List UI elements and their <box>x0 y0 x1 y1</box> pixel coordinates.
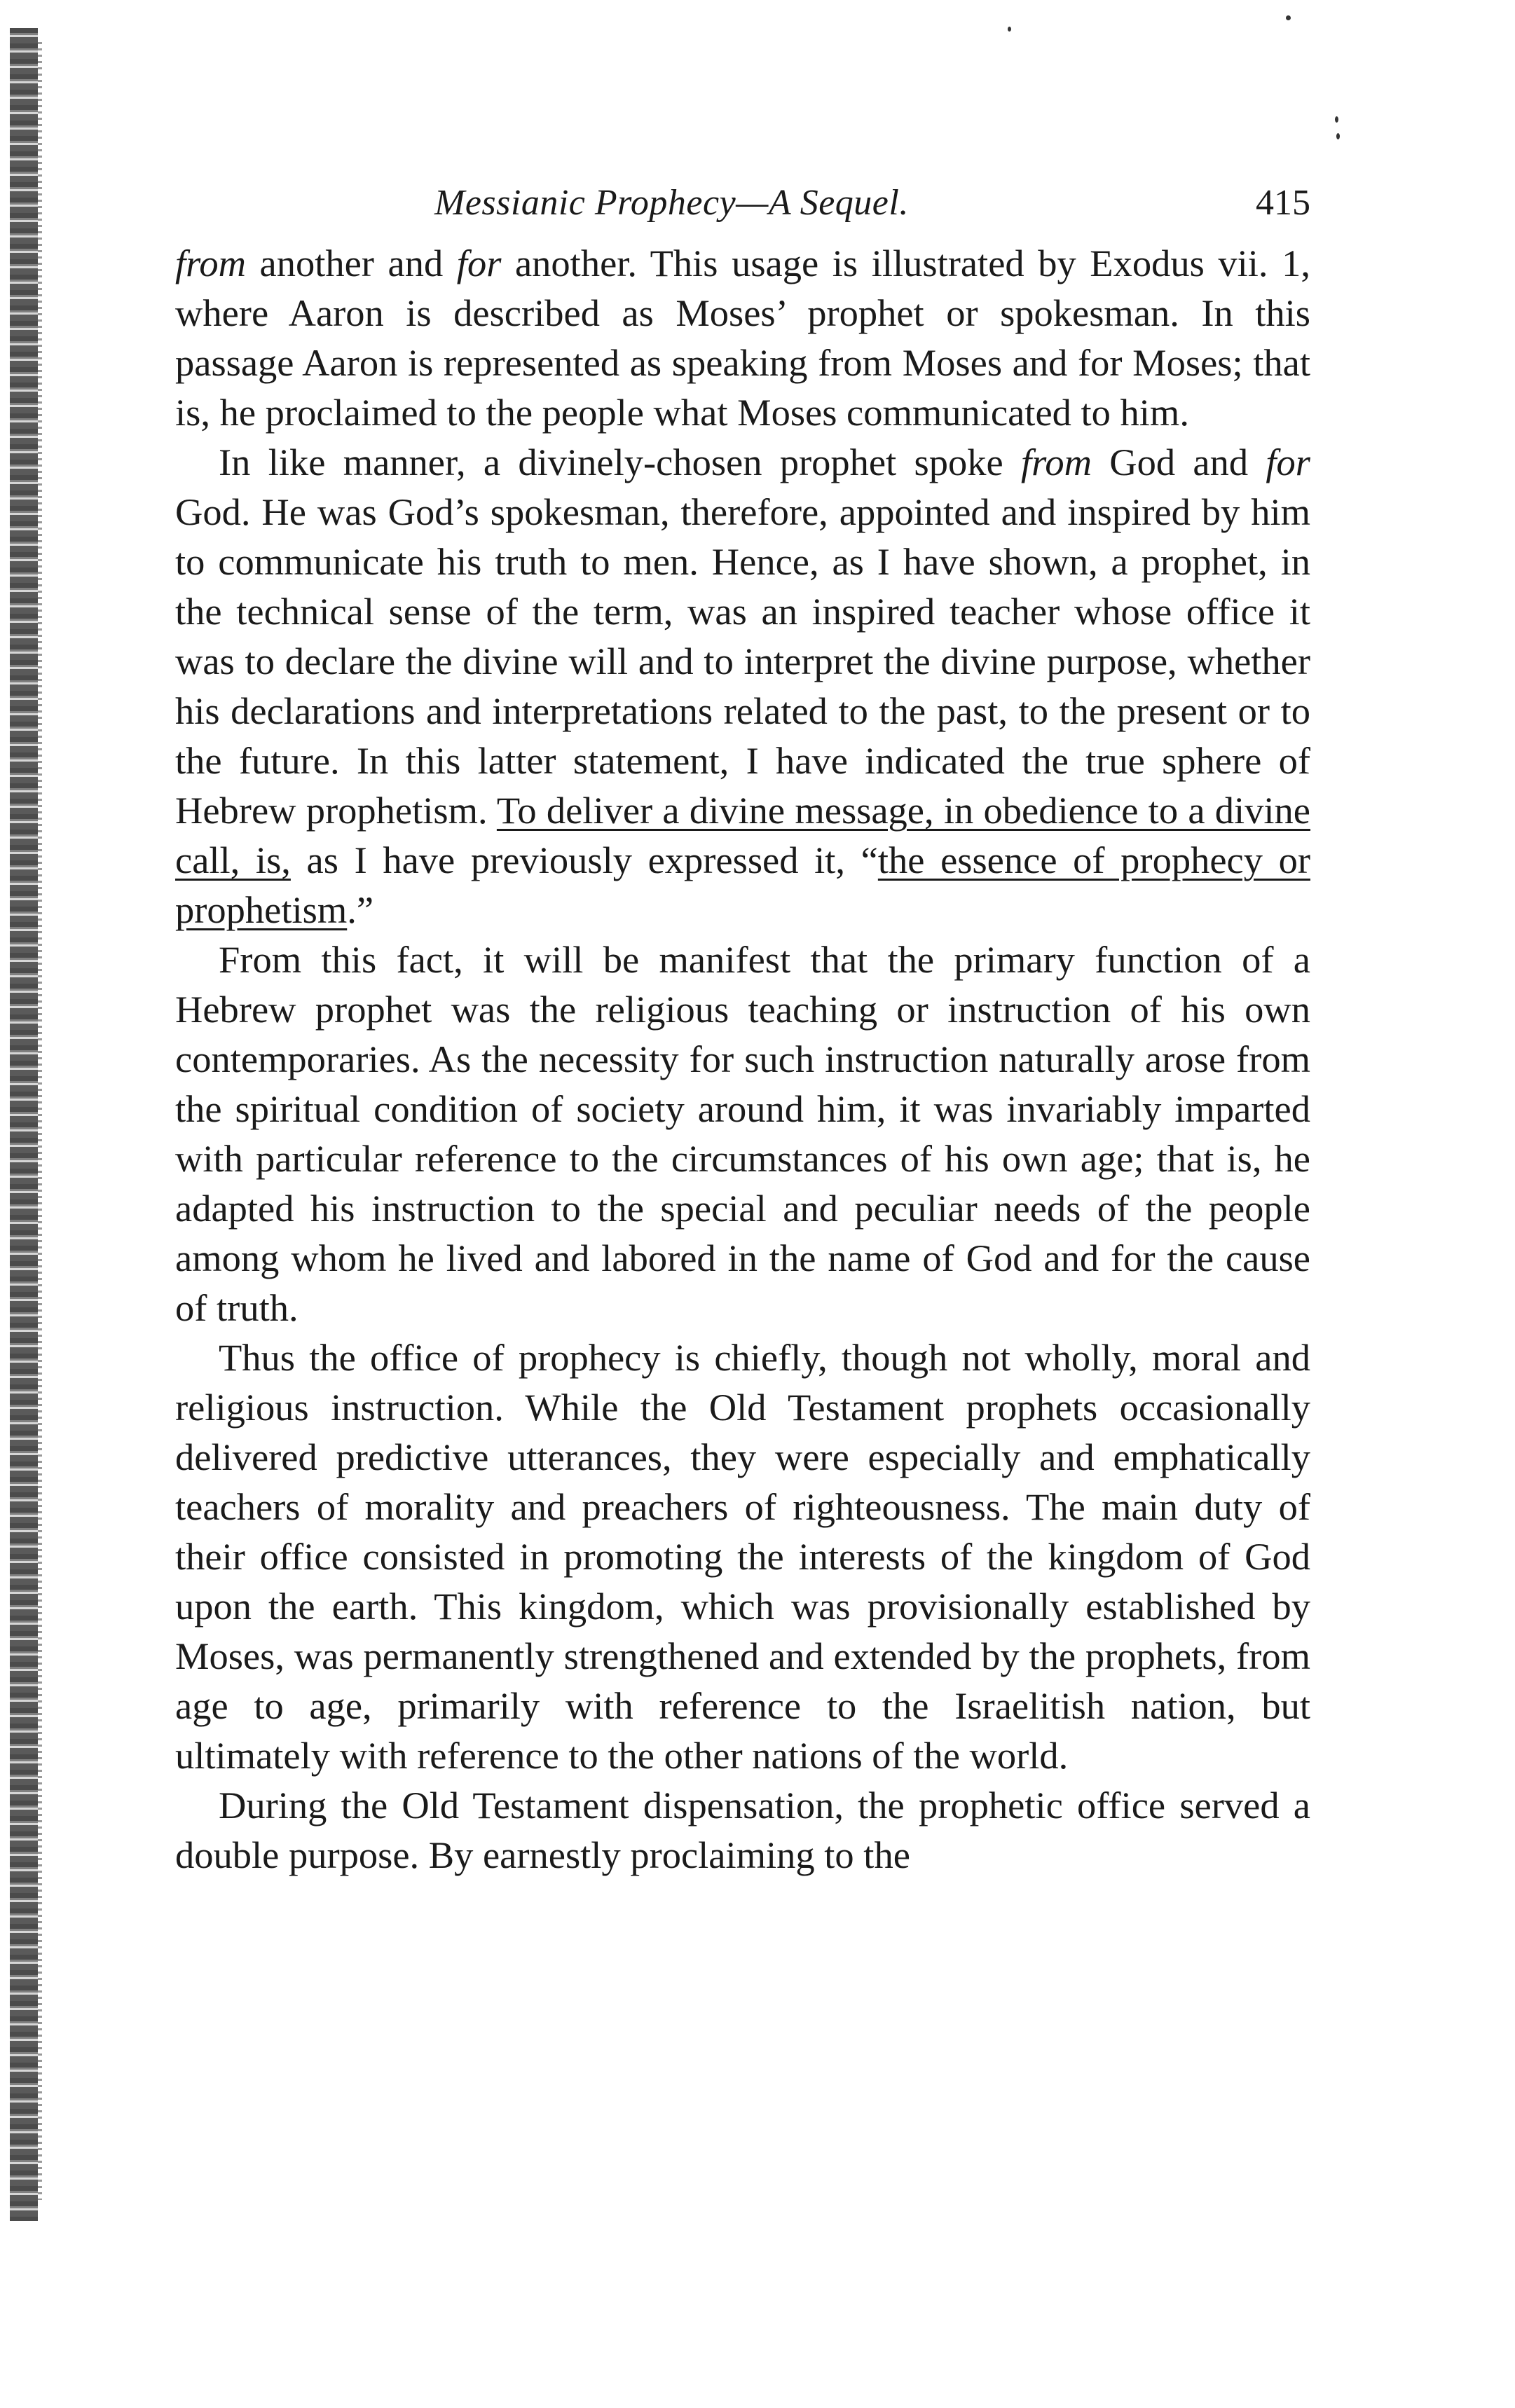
body-text <box>175 238 1310 1880</box>
italic-text: for <box>1266 441 1310 483</box>
scan-speck <box>1008 27 1011 32</box>
text-run: God. He was God’s spokesman, therefore, appointed and inspired by him to communicate his truth to men. Hence, as I have shown, a prophet, in the technical sense of the term, was an inspired teacher whose office it was to declare the divine will and to interpret the divine purpose, whether his declarations and interpretations related to the past, to the present or to the future. In this latter statement, I have indicated the true sphere of Hebrew prophetism. <box>175 490 1310 832</box>
paragraph <box>175 437 1310 935</box>
text-run: another and <box>245 242 457 284</box>
book-spine-shadow <box>10 28 38 2221</box>
text-run: as I have previously expressed it, “ <box>290 839 878 881</box>
scan-speck <box>1286 15 1291 20</box>
text-run: another. This usage is illustrated by Exodus vii. 1, where Aaron is described as Moses’ prophet or spokesman. In this passage Aaron is represented as speaking from Moses and for Moses; that is, he proclaimed to the people what Moses communicated to him. <box>175 242 1310 434</box>
paragraph <box>175 238 1310 437</box>
running-title: Messianic Prophecy—A Sequel. <box>434 183 909 223</box>
paragraph <box>175 935 1310 1333</box>
text-run: From this fact, it will be manifest that the primary function of a Hebrew prophet was the religious teaching or instruction of his own contemporaries. As the necessity for such instruction naturally arose from the spiritual condition of society around him, it was invariably imparted with particular reference to the circumstances of his own age; that is, he adapted his instruction to the special and peculiar needs of the people among whom he lived and labored in the name of God and for the cause of truth. <box>175 938 1310 1329</box>
text-run: Thus the office of prophecy is chiefly, though not wholly, moral and religious instruction. While the Old Testament prophets occasionally delivered predictive utterances, they were especially and emphatically teachers of morality and preachers of righteousness. The main duty of their office consisted in promoting the interests of the kingdom of God upon the earth. This kingdom, which was provisionally established by Moses, was permanently strengthened and extended by the prophets, from age to age, primarily with reference to the Israelitish nation, but ultimately with reference to the other nations of the world. <box>175 1336 1310 1777</box>
italic-text: for <box>456 242 502 284</box>
text-run: During the Old Testament dispensation, the prophetic office served a double purpose. By earnestly proclaiming to the <box>175 1784 1310 1876</box>
running-head <box>175 182 1310 238</box>
scan-speck <box>1336 133 1340 139</box>
page-edge-shadow <box>38 42 42 2200</box>
italic-text: from <box>1021 441 1092 483</box>
text-run: God and <box>1091 441 1266 483</box>
paragraph <box>175 1780 1310 1880</box>
text-run: .” <box>347 888 374 931</box>
book-page <box>175 182 1310 1880</box>
paragraph <box>175 1333 1310 1780</box>
scan-speck <box>1335 116 1338 123</box>
italic-text: from <box>175 242 246 284</box>
text-run: In like manner, a divinely-chosen prophet spoke <box>219 441 1021 483</box>
page-number: 415 <box>1256 183 1310 223</box>
underlined-text: the essence of prophecy or prophetism <box>175 839 1310 931</box>
underlined-text: To deliver a divine message, in obedience to a divine call, is, <box>175 789 1311 881</box>
